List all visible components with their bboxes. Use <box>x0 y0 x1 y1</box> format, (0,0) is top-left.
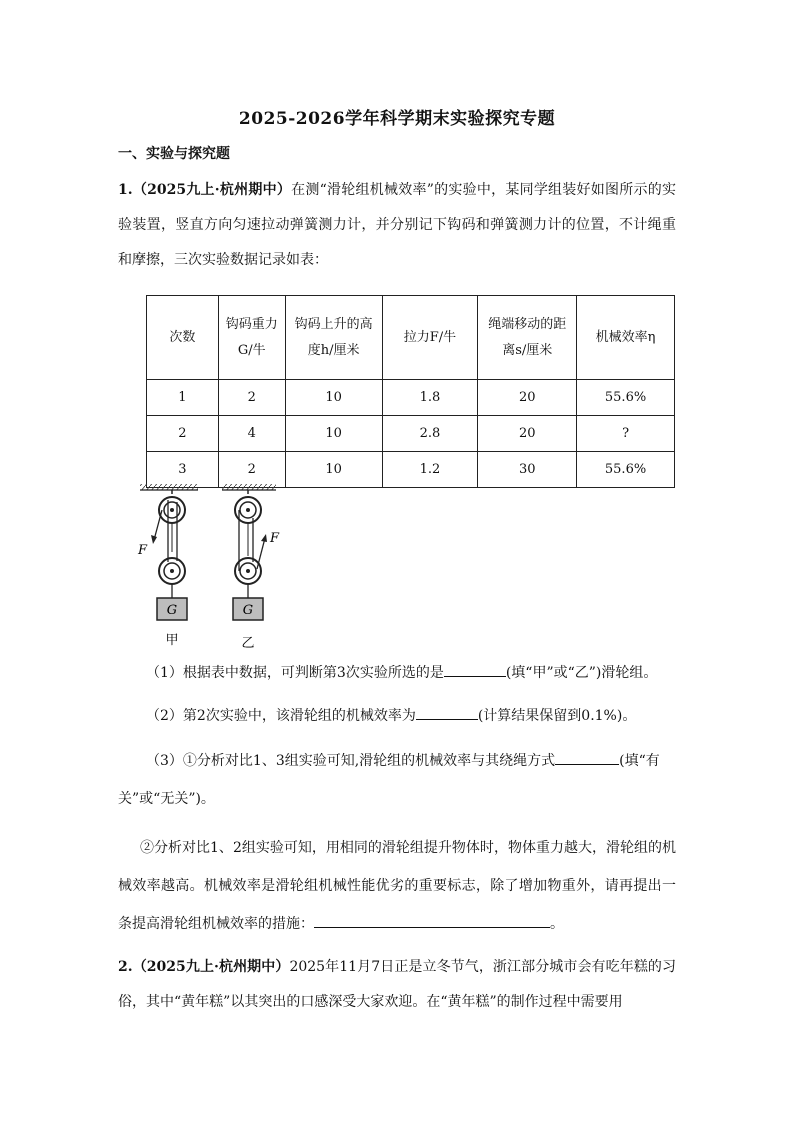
sub-question-1-text: （1）根据表中数据，可判断第3次实验所选的是 <box>146 665 444 681</box>
pulley-diagram <box>130 480 300 655</box>
pulley-setup-b <box>222 484 280 651</box>
table-header: 绳端移动的距离s/厘米 <box>478 296 577 380</box>
table-row <box>147 416 675 452</box>
question-2-source: （2025九上·杭州期中） <box>132 959 290 975</box>
table-row <box>147 380 675 416</box>
table-cell: 55.6% <box>577 380 675 416</box>
table-cell: 1.2 <box>382 452 478 488</box>
table-header: 拉力F/牛 <box>382 296 478 380</box>
pulley-setup-a <box>137 484 198 648</box>
table-cell: 10 <box>285 380 382 416</box>
table-header: 次数 <box>147 296 219 380</box>
table-cell: 2 <box>218 380 285 416</box>
question-1-number: 1. <box>118 182 133 198</box>
caption-b: 乙 <box>241 636 255 651</box>
caption-a: 甲 <box>165 633 179 648</box>
answer-blank-2[interactable] <box>416 705 478 720</box>
sub-question-3 <box>118 742 676 818</box>
table-cell: 20 <box>478 380 577 416</box>
table-header-row <box>147 296 675 380</box>
sub-question-2 <box>146 697 676 735</box>
table-header: 钩码上升的高度h/厘米 <box>285 296 382 380</box>
data-table <box>146 295 675 488</box>
answer-blank-3[interactable] <box>555 750 619 765</box>
weight-label-b: G <box>242 603 254 618</box>
table-cell: 2 <box>218 452 285 488</box>
sub-question-1 <box>146 654 676 692</box>
sub-question-3b-text: ②分析对比1、2组实验可知，用相同的滑轮组提升物体时，物体重力越大，滑轮组的机械效率越高。机械效率是滑轮组机械性能优劣的重要标志，除了增加物重外，请再提出一条提高滑轮组机械效率的措施： <box>118 840 676 932</box>
sub-question-3-text: （3）①分析对比1、3组实验可知,滑轮组的机械效率与其绕绳方式 <box>146 753 556 769</box>
answer-blank-4[interactable] <box>314 913 550 928</box>
sub-question-1-tail: (填“甲”或“乙”)滑轮组。 <box>505 665 658 681</box>
table-cell: ? <box>577 416 675 452</box>
table-cell: 10 <box>285 416 382 452</box>
sub-question-3b-tail: 。 <box>550 916 564 932</box>
table-cell: 4 <box>218 416 285 452</box>
sub-question-3-tail: (填“有关”或“无关”)。 <box>118 753 660 807</box>
answer-blank-1[interactable] <box>444 662 506 677</box>
sub-question-3b <box>118 829 676 943</box>
question-2 <box>118 950 676 1020</box>
force-label-b: F <box>270 531 280 546</box>
sub-question-2-tail: (计算结果保留到0.1%)。 <box>477 708 637 724</box>
table-cell: 2 <box>147 416 219 452</box>
question-1 <box>118 173 676 278</box>
ceiling-b <box>222 484 276 490</box>
weight-label-a: G <box>166 603 178 618</box>
table-cell: 2.8 <box>382 416 478 452</box>
question-1-text: 在测“滑轮组机械效率”的实验中，某同学组装好如图所示的实验装置，竖直方向匀速拉动弹簧测力计，并分别记下钩码和弹簧测力计的位置，不计绳重和摩擦，三次实验数据记录如表： <box>118 182 676 268</box>
question-1-source: （2025九上·杭州期中） <box>132 182 292 198</box>
force-label-a: F <box>138 543 148 558</box>
table-cell: 10 <box>285 452 382 488</box>
table-header: 钩码重力G/牛 <box>218 296 285 380</box>
question-2-number: 2. <box>118 959 133 975</box>
table-header: 机械效率η <box>577 296 675 380</box>
table-cell: 55.6% <box>577 452 675 488</box>
force-arrow-a <box>154 510 162 540</box>
sub-question-2-text: （2）第2次实验中，该滑轮组的机械效率为 <box>146 708 416 724</box>
ceiling-a <box>140 484 198 490</box>
table-cell: 20 <box>478 416 577 452</box>
section-heading: 一、实验与探究题 <box>118 146 230 162</box>
table-cell: 30 <box>478 452 577 488</box>
table-cell: 3 <box>147 452 219 488</box>
force-arrow-b <box>257 538 265 569</box>
table-cell: 1 <box>147 380 219 416</box>
question-2-text: 2025年11月7日正是立冬节气，浙江部分城市会有吃年糕的习俗，其中“黄年糕”以其突出的口感深受大家欢迎。在“黄年糕”的制作过程中需要用 <box>118 959 676 1010</box>
page-title: 2025-2026学年科学期末实验探究专题 <box>238 109 556 129</box>
table-cell: 1.8 <box>382 380 478 416</box>
